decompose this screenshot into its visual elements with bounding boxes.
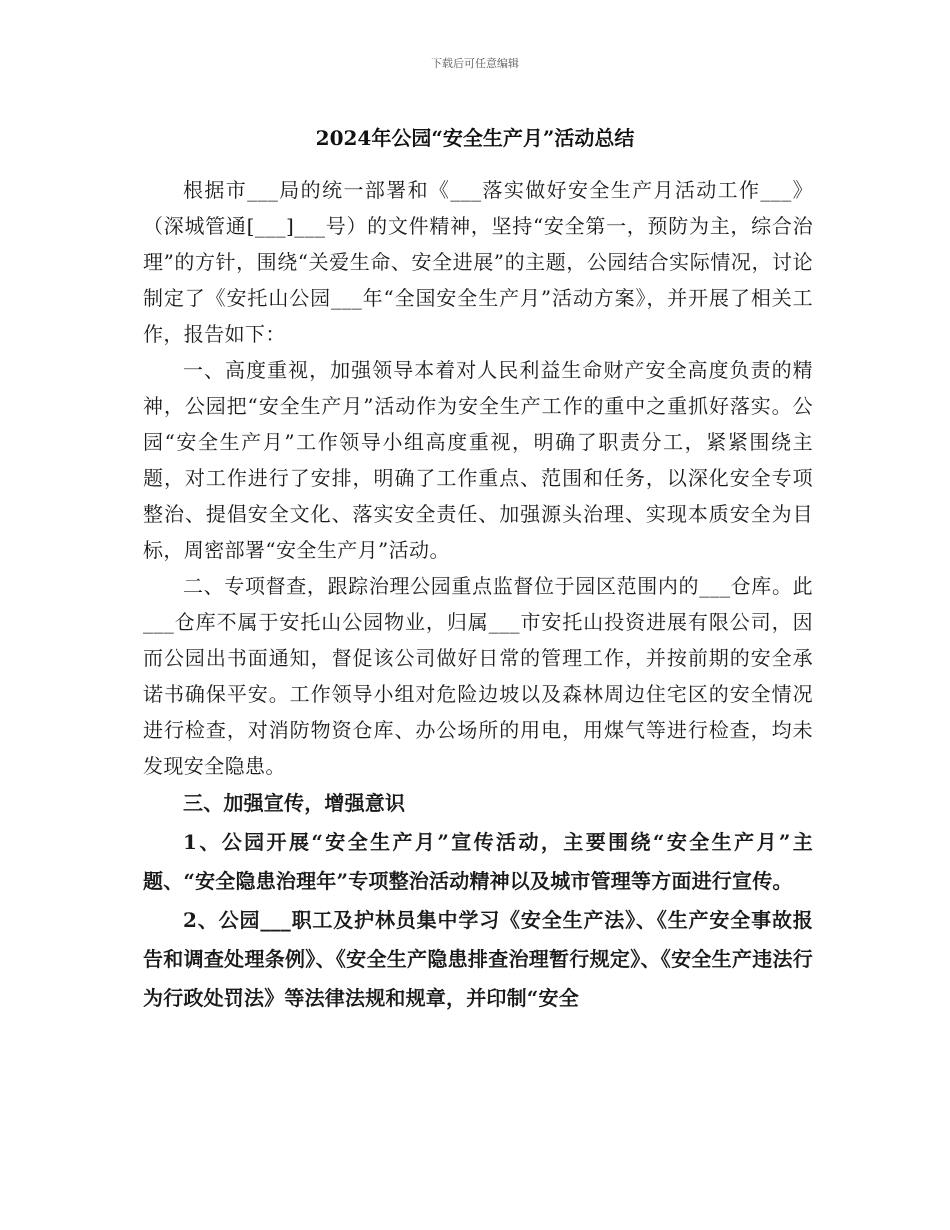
section-3-item-2: 2、公园___职工及护林员集中学习《安全生产法》、《生产安全事故报告和调查处理条例》、《安全生产隐患排查治理暂行规定》、《安全生产违法行为行政处罚法》等法律法规和规章，并印制“安全 — [143, 908, 813, 1010]
section-3-heading: 三、加强宣传，增强意识 — [183, 791, 406, 815]
document-title: 2024年公园“安全生产月”活动总结 — [315, 126, 635, 150]
section-3-block — [143, 784, 813, 1018]
paragraph-intro: 根据市___局的统一部署和《___落实做好安全生产月活动工作___》（深城管通[___]___号）的文件精神，坚持“安全第一，预防为主，综合治理”的方针，围绕“关爱生命、安全进展”的主题，公园结合实际情况，讨论制定了《安托山公园___年“全国安全生产月”活动方案》，并开展了相关工作，报告如下： — [143, 178, 813, 346]
header-note: 下载后可任意编辑 — [431, 57, 519, 70]
document-body — [143, 172, 813, 1018]
paragraph-section-1: 一、高度重视，加强领导本着对人民利益生命财产安全高度负责的精神，公园把“安全生产月”活动作为安全生产工作的重中之重抓好落实。公园“安全生产月”工作领导小组高度重视，明确了职责分工，紧紧围绕主题，对工作进行了安排，明确了工作重点、范围和任务，以深化安全专项整治、提倡安全文化、落实安全责任、加强源头治理、实现本质安全为目标，周密部署“安全生产月”活动。 — [143, 358, 813, 562]
section-3-item-1: 1、公园开展“安全生产月”宣传活动，主要围绕“安全生产月”主题、“安全隐患治理年”专项整治活动精神以及城市管理等方面进行宣传。 — [143, 830, 813, 893]
paragraph-section-2: 二、专项督查，跟踪治理公园重点监督位于园区范围内的___仓库。此___仓库不属于安托山公园物业，归属___市安托山投资进展有限公司，因而公园出书面通知，督促该公司做好日常的管理工作，并按前期的安全承诺书确保平安。工作领导小组对危险边坡以及森林周边住宅区的安全情况进行检查，对消防物资仓库、办公场所的用电，用煤气等进行检查，均未发现安全隐患。 — [143, 574, 813, 778]
